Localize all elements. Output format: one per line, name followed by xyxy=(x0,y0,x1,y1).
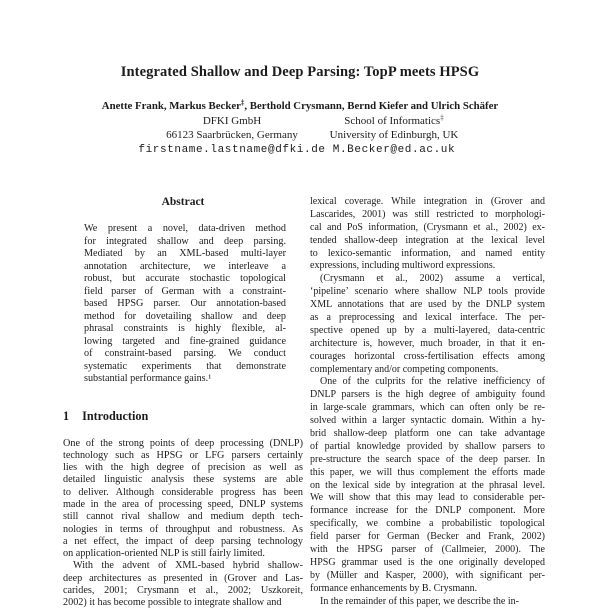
text-line: field parser for German (Becker and Frank, 2002) xyxy=(310,531,545,543)
text-line: lexical coverage. While integration in (Grover and xyxy=(310,196,545,207)
text-line: carides, 2001; Crysmann et al., 2002; Uszkoreit, xyxy=(63,585,303,597)
left-column xyxy=(63,196,303,610)
text-line: a net effect, the impact of deep parsing technology xyxy=(63,535,303,547)
text-line: With the advent of XML-based hybrid shallow- xyxy=(73,560,303,572)
text-line: lowing targeted and fine-grained guidance xyxy=(84,335,286,347)
text-line: by (Müller and Kasper, 2000), with significant per- xyxy=(310,569,545,581)
affiliation-edinburgh xyxy=(307,114,481,157)
section-number: 1 xyxy=(63,408,70,423)
affiliation-name xyxy=(307,114,481,128)
text-line: 2002) it has become possible to integrate shallow and xyxy=(63,597,282,609)
text-line: still cannot rival shallow and medium depth tech- xyxy=(63,511,303,523)
text-line: robust, but accurate stochastic topological xyxy=(84,273,286,284)
text-line: phrasal constraints is highly flexible, al- xyxy=(84,323,286,334)
text-line: XML annotations that are used by the DNLP system xyxy=(310,299,545,311)
text-line: tended shallow-deep integration at the lexical level xyxy=(310,234,545,246)
text-line: to lexico-semantic information, and named entity xyxy=(310,247,545,259)
text-line: In the remainder of this paper, we describe the in- xyxy=(320,595,519,607)
paper-title: Integrated Shallow and Deep Parsing: TopP meets HPSG xyxy=(120,64,480,80)
text-line: specifically, we combine a probabilistic topological xyxy=(310,518,545,530)
text-line: nologies in terms of throughput and robustness. As xyxy=(63,523,303,535)
text-line: made in the area of processing speed, DNLP systems xyxy=(63,498,303,510)
affiliation-dfki xyxy=(133,114,331,157)
text-line: solved within a larger syntactic domain. Within a hy- xyxy=(310,415,545,427)
text-line: detailed linguistic analysis these systems are able xyxy=(63,474,303,486)
author-names: Anette Frank, Markus Becker xyxy=(101,100,241,112)
text-line: HPSG grammar used is the one originally developed xyxy=(310,556,545,568)
text-line: technology such as HPSG or LFG parsers certainly xyxy=(63,449,303,461)
text-line: pre-structure the search space of the deep parser. In xyxy=(310,453,545,465)
text-line: Mediated by an XML-based multi-layer xyxy=(84,248,286,259)
abstract-heading: Abstract xyxy=(161,196,205,208)
affiliation-address: University of Edinburgh, UK xyxy=(329,129,459,142)
text-line: ‘pipeline’ scenario where shallow NLP tools provide xyxy=(310,286,545,298)
affiliation-mark: ‡ xyxy=(440,113,444,122)
text-line: systematic experiments that demonstrate xyxy=(84,360,286,372)
text-line: We will show that this may lead to considerable per- xyxy=(310,492,545,504)
text-line: One of the strong points of deep processing (DNLP) xyxy=(63,437,303,449)
text-line: substantial performance gains.¹ xyxy=(84,373,212,384)
author-affiliation-mark: ‡ xyxy=(240,98,245,107)
text-line: field parser of German with a constraint- xyxy=(84,285,286,297)
text-line: method for dovetailing shallow and deep xyxy=(84,310,286,322)
text-line: lies with the high degree of precision as well as xyxy=(63,462,303,474)
text-line: Lascarides, 2001) was still restricted to morphologi- xyxy=(310,208,545,220)
text-line: One of the culprits for the relative inefficiency of xyxy=(320,376,545,388)
text-line: (Crysmann et al., 2002) assume a vertical, xyxy=(320,273,545,285)
text-line: based HPSG parser. Our annotation-based xyxy=(84,298,286,309)
text-line: in large-scale grammars, which can often only be re- xyxy=(310,402,545,414)
column2-paragraph-1 xyxy=(310,196,545,273)
email-dfki: firstname.lastname@dfki.de xyxy=(138,143,326,156)
intro-paragraph-2 xyxy=(63,560,303,609)
email-edinburgh: M.Becker@ed.ac.uk xyxy=(332,143,456,156)
column2-paragraph-3 xyxy=(310,376,545,595)
text-line: formance enhancements by B. Crysmann. xyxy=(310,582,478,594)
abstract-paragraph xyxy=(63,223,303,386)
right-column xyxy=(310,196,545,609)
text-line: on application-oriented NLP is still fairly limited. xyxy=(63,548,265,560)
text-line: this paper, we will thus complement the efforts made xyxy=(310,466,545,478)
affiliation-address: 66123 Saarbrücken, Germany xyxy=(166,129,298,142)
text-line: DNLP parsers is the high degree of ambiguity found xyxy=(310,389,545,401)
text-line: of constraint-based parsing. We conduct xyxy=(84,348,286,359)
text-line: expressions, including multiword expressions. xyxy=(310,260,496,272)
text-line: We present a novel, data-driven method xyxy=(84,223,286,234)
text-line: courages horizontal cross-fertilisation effects among xyxy=(310,350,545,362)
text-line: for integrated shallow and deep parsing. xyxy=(84,235,286,247)
author-names-continued: , Berthold Crysmann, Bernd Kiefer and Ulrich Schäfer xyxy=(244,100,499,112)
text-line: annotation architecture, we interleave a xyxy=(84,260,286,272)
text-line: brid shallow-deep platform one can take advantage xyxy=(310,428,545,440)
text-line: with the HPSG parser of (Callmeier, 2000). The xyxy=(310,544,545,556)
author-line xyxy=(0,100,600,112)
column2-paragraph-2 xyxy=(310,273,545,376)
text-line: spective opened up by a multi-layered, data-centric xyxy=(310,324,545,336)
column2-paragraph-partial xyxy=(310,596,545,609)
text-line: cal and PoS information, (Crysmann et al., 2002) ex- xyxy=(310,221,545,233)
affiliation-name-text: School of Informatics xyxy=(344,115,441,127)
text-line: architecture is, however, much broader, in that it en- xyxy=(310,337,545,349)
text-line: of partial knowledge provided by shallow parsers to xyxy=(310,440,545,452)
text-line: deep architectures as presented in (Grover and Las- xyxy=(63,572,303,584)
text-line: to deliver. Although considerable progress has been xyxy=(63,486,303,498)
text-line: on the lexical side by integration at the phrasal level. xyxy=(310,479,545,491)
section-heading-introduction xyxy=(63,409,303,424)
text-line: as a preprocessing and lexical interface. The per- xyxy=(310,312,545,324)
text-line: complementary and/or competing components. xyxy=(310,363,499,375)
text-line: formance increase for the DNLP component. More xyxy=(310,505,545,517)
section-title: Introduction xyxy=(82,408,149,423)
affiliation-name: DFKI GmbH xyxy=(202,115,262,127)
intro-paragraph-1 xyxy=(63,438,303,561)
